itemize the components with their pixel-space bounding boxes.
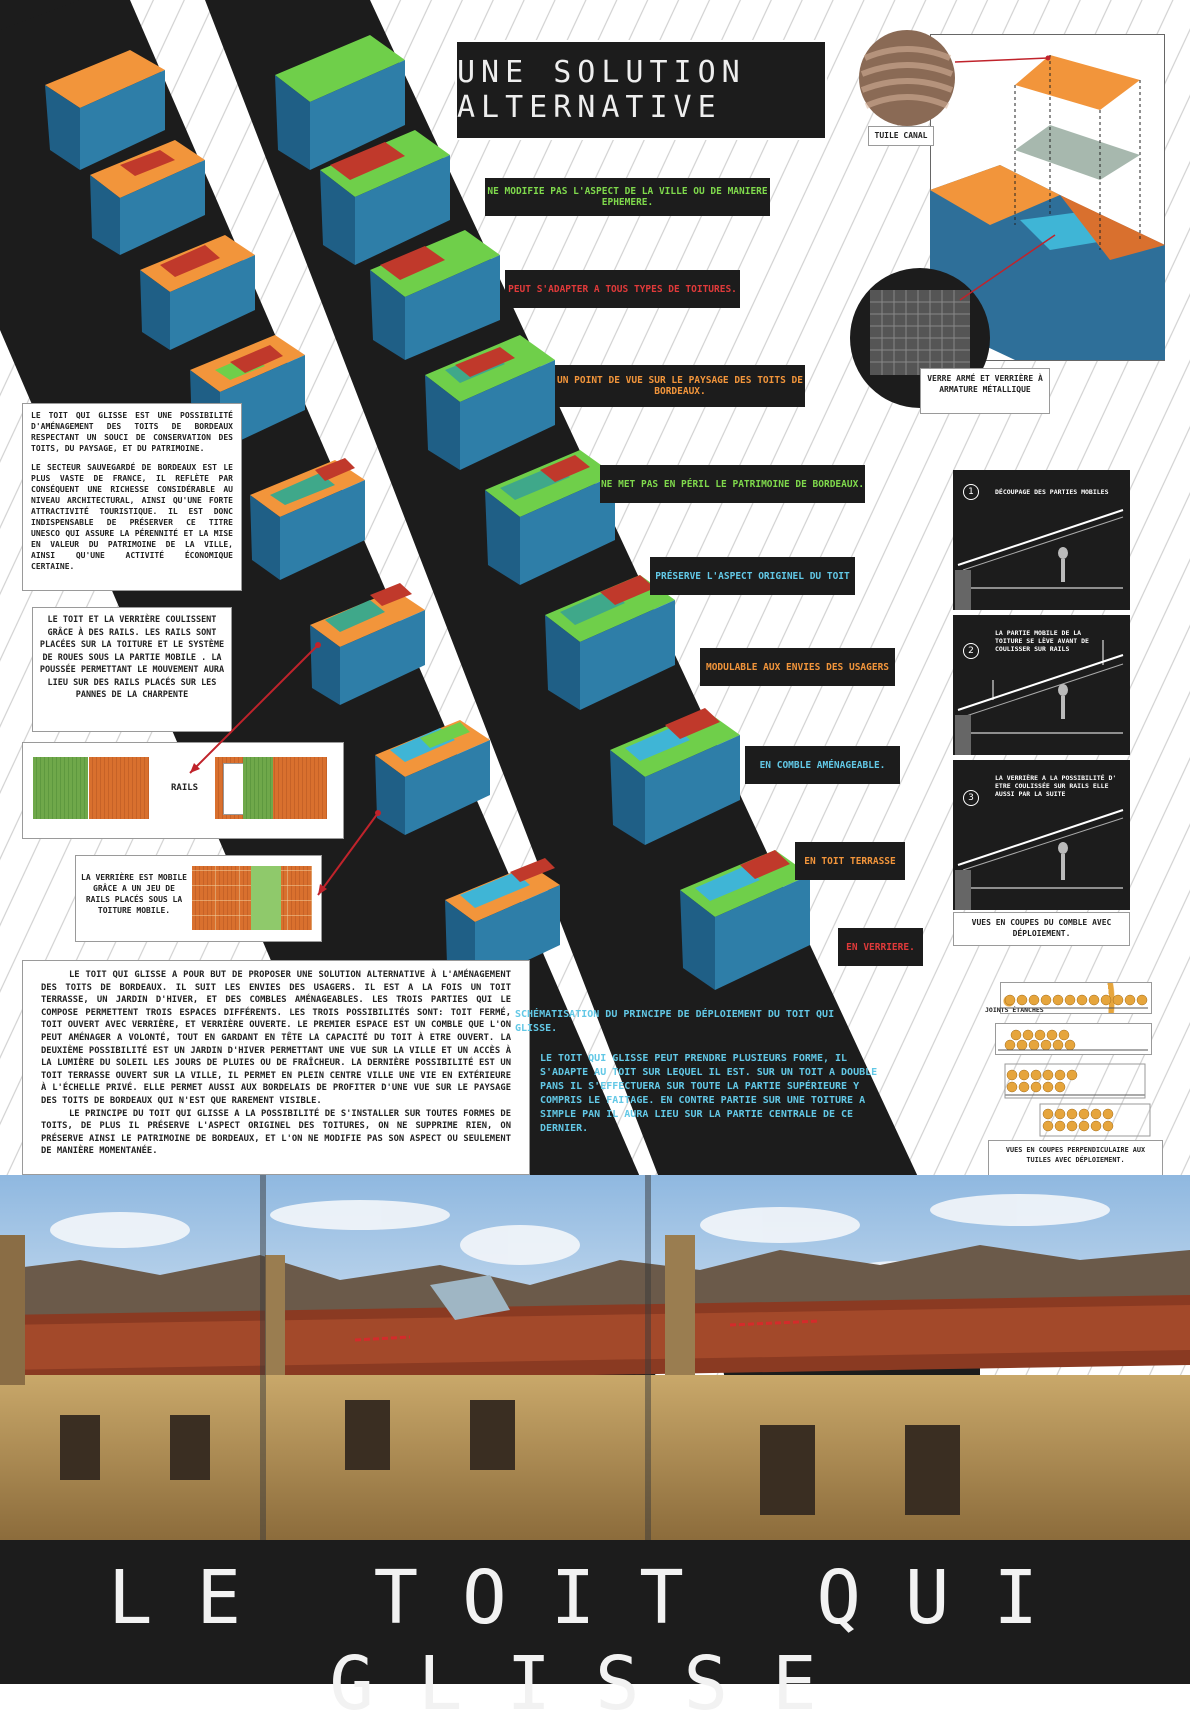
section-text-2: LA PARTIE MOBILE DE LA TOITURE SE LÈVE AVANT DE COULISSER SUR RAILS xyxy=(995,629,1089,653)
schema-text: LE TOIT QUI GLISSE PEUT PRENDRE PLUSIEURS FORME, IL S'ADAPTE AU TOIT SUR LEQUEL IL EST. SUR UN TOIT A DOUBLE PANS IL S'EFFECTUERA SUR TOUTE LA PARTIE SUPÉRIEURE Y COMPRIS LE FAITAGE. EN CONTRE PARTIE SUR UNE TOITURE A SIMPLE PAN IL AURA LIEU SUR LA PARTIE CENTRALE DE CE DERNIER. xyxy=(540,1053,878,1134)
page-title: UNE SOLUTION ALTERNATIVE xyxy=(455,40,827,140)
coupes-caption: VUES EN COUPES DU COMBLE AVEC DÉPLOIEMENT. xyxy=(953,912,1130,946)
rails-label: RAILS xyxy=(171,783,199,793)
verriere-text: LA VERRIÈRE EST MOBILE GRÂCE A UN JEU DE RAILS PLACÉS SOUS LA TOITURE MOBILE. xyxy=(81,873,187,915)
section-text-3: LA VERRIÈRE A LA POSSIBILITÉ D' ETRE COULISSÉE SUR RAILS ELLE AUSSI PAR LA SUITE xyxy=(995,774,1117,798)
main-text-paragraph-1: LE TOIT QUI GLISSE A POUR BUT DE PROPOSER UNE SOLUTION ALTERNATIVE À L'AMÉNAGEMENT DES TOITS DE BORDEAUX. IL SUIT LES ENVIES DES USAGERS. IL EST A LA FOIS UN TOIT TERRASSE, UN JARDIN D'HIVER, ET DES COMBLES AMÉNAGEABLES. LES TROIS PARTIES QUI LE COMPOSE PERMETTENT TROIS ESPACES DIFFÉRENTS. LES TROIS POSSIBILITÉS SONT: TOIT FERMÉ, TOIT OUVERT AVEC VERRIÈRE, ET VERRIÈRE OUVERTE. LE PREMIER ESPACE EST UN COMBLE QUE L'ON PEUT AMÉNAGER A VOLONTÉ, TOUT EN GARDANT EN TÊTE LA CAPACITÉ DU TOIT À ETRE OUVERT. LA DEUXIÈME POSSIBILITÉ EST UN JARDIN D'HIVER PERMETTANT UNE VUE SUR LA VILLE ET UN ACCÈS À LA LUMIÈRE DU SOLEIL LES JOURS DE PLUIES OU DE FRAÎCHEUR. LA DERNIÈRE POSSIBILITÉ EST UN TOIT TERRASSE OUVERT SUR LA VILLE, IL PERMET EN PLEIN CENTRE VILLE UNE VIE EN EXTÉRIEURE À L'ÉCHELLE PRIVÉ. ELLE PERMET AUSSI AUX BORDELAIS DE PROFITER D'UNE VUE SUR LE PAYSAGE DES TOITS DE BORDEAUX QUI N'EST QUE RAREMENT VISIBLE. xyxy=(41,970,511,1106)
section-number-1: 1 xyxy=(963,484,979,500)
section-text-1: DÉCOUPAGE DES PARTIES MOBILES xyxy=(995,488,1109,496)
tuiles-caption: VUES EN COUPES PERPENDICULAIRE AUX TUILES AVEC DÉPLOIEMENT. xyxy=(988,1140,1163,1180)
rails-text: LE TOIT ET LA VERRIÈRE COULISSENT GRÂCE À DES RAILS. LES RAILS SONT PLACÉES SUR LA TOITURE ET LE SYSTÈME DE ROUES SOUS LA PARTIE MOBILE . LA POUSSÉE PERMETTANT LE MOUVEMENT AURA LIEU SUR DES RAILS PLACÉS SUR LES PANNES DE LA CHARPENTE xyxy=(39,615,225,700)
footer-title: LE TOIT QUI GLISSE xyxy=(107,1555,1083,1727)
intro-text: LE TOIT QUI GLISSE EST UNE POSSIBILITÉ D'AMÉNAGEMENT DES TOITS DE BORDEAUX RESPECTANT UN SOUCI DE CONSERVATION DES TOITS, DU PAYSAGE, ET DU PATRIMOINE. xyxy=(31,411,233,453)
feature-text-9: EN VERRIERE. xyxy=(846,941,915,953)
joints-label: JOINTS ÉTANCHES xyxy=(985,1006,1044,1014)
main-text-paragraph-2: LE PRINCIPE DU TOIT QUI GLISSE A LA POSSIBILITÉ DE S'INSTALLER SUR TOUTES FORMES DE TOITS, DE PLUS IL PRÉSERVE L'ASPECT ORIGINEL DES TOITURES, ON NE SUPPRIME RIEN, ON PRÉSERVE AINSI LE PATRIMOINE DE BORDEAUX, ET L'ON NE MODIFIE PAS SON ASPECT OU SEULEMENT DE MANIÈRE MOMENTANÉE. xyxy=(41,1108,511,1157)
tuile-label: TUILE CANAL xyxy=(868,126,934,146)
schema-title: SCHÉMATISATION DU PRINCIPE DE DÉPLOIEMENT DU TOIT QUI GLISSE. xyxy=(515,1009,835,1034)
feature-text-3: UN POINT DE VUE SUR LE PAYSAGE DES TOITS DE BORDEAUX. xyxy=(557,375,803,397)
section-number-2: 2 xyxy=(963,643,979,659)
feature-text-1: NE MODIFIE PAS L'ASPECT DE LA VILLE OU DE MANIERE EPHEMERE. xyxy=(487,186,768,208)
feature-text-2: PEUT S'ADAPTER A TOUS TYPES DE TOITURES. xyxy=(508,283,737,295)
sector-text: LE SECTEUR SAUVEGARDÉ DE BORDEAUX EST LE PLUS VASTE DE FRANCE, IL REFLÈTE PAR CONSÉQUENT UNE RICHESSE CONSIDÉRABLE AU NIVEAU ARCHITECTURAL, AINSI QU'UNE FORTE ATTRACTIVITÉ TOURISTIQUE. IL EST DONC INDISPENSABLE DE PRÉSERVER CE TITRE UNESCO QUI ASSURE LA PÉRENNITÉ ET LA MISE EN VALEUR DU PATRIMOINE DE LA VILLE, AINSI QU'UNE ACTIVITÉ ÉCONOMIQUE CERTAINE. xyxy=(31,463,233,571)
feature-text-4: NE MET PAS EN PÉRIL LE PATRIMOINE DE BORDEAUX. xyxy=(600,478,865,490)
feature-text-7: EN COMBLE AMÉNAGEABLE. xyxy=(759,759,886,771)
feature-text-5: PRÉSERVE L'ASPECT ORIGINEL DU TOIT xyxy=(655,570,850,582)
section-number-3: 3 xyxy=(963,790,979,806)
verre-label: VERRE ARMÉ ET VERRIÈRE À ARMATURE MÉTALLIQUE xyxy=(920,368,1050,414)
feature-text-6: MODULABLE AUX ENVIES DES USAGERS xyxy=(705,661,890,673)
feature-text-8: EN TOIT TERRASSE xyxy=(804,855,896,867)
rooftop-photo-strip xyxy=(0,1175,1190,1545)
rooftop-photo xyxy=(0,1175,1190,1545)
